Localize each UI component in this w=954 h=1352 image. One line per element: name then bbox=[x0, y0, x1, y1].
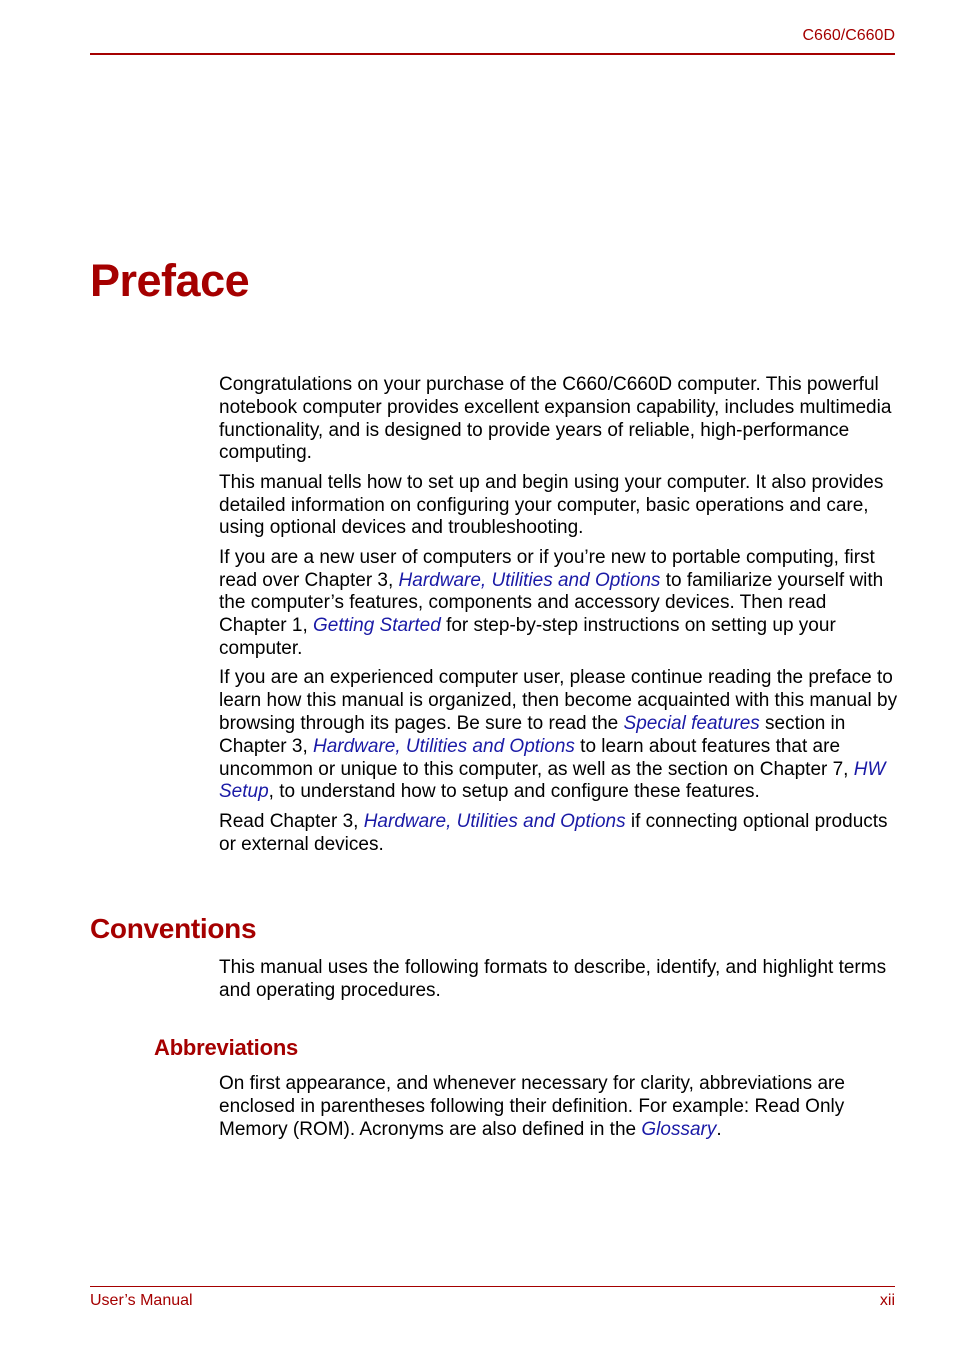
intro-paragraph-2: This manual tells how to set up and begin using your computer. It also provides detailed information on configuring your computer, basic operations and care, using optional devices and troubleshooting. bbox=[219, 471, 884, 539]
text-run: to learn about features that are uncommon or unique to this computer, as well as the section on Chapter 7, bbox=[219, 735, 854, 780]
text-run: Read Chapter 3, bbox=[219, 810, 364, 832]
intro-paragraph-3 bbox=[219, 547, 899, 661]
abbreviations-heading: Abbreviations bbox=[154, 1035, 299, 1060]
intro-section bbox=[219, 374, 899, 863]
footer-manual-label: User’s Manual bbox=[90, 1292, 193, 1309]
text-run: if connecting optional products or external devices. bbox=[219, 810, 888, 855]
link-hardware-utilities-options[interactable]: Hardware, Utilities and Options bbox=[313, 735, 575, 757]
text-run: If you are a new user of computers or if you’re new to portable computing, first read over Chapter 3, bbox=[219, 546, 875, 591]
text-run: If you are an experienced computer user, please continue reading the preface to learn how this manual is organized, then become acquainted with this manual by browsing through its pages. Be sure to read the bbox=[219, 667, 898, 734]
link-hw-setup[interactable]: HW Setup bbox=[219, 758, 886, 803]
abbreviations-paragraph bbox=[219, 1073, 899, 1141]
link-hardware-utilities-options[interactable]: Hardware, Utilities and Options bbox=[363, 810, 626, 832]
footer-page-number: xii bbox=[879, 1292, 895, 1309]
header-rule bbox=[90, 53, 895, 55]
link-glossary[interactable]: Glossary bbox=[641, 1118, 717, 1140]
text-run: for step-by-step instructions on setting up your computer. bbox=[219, 615, 836, 659]
text-run: . bbox=[716, 1118, 722, 1140]
link-special-features[interactable]: Special features bbox=[623, 712, 760, 734]
page-title: Preface bbox=[90, 255, 250, 306]
abbreviations-section bbox=[219, 1073, 899, 1148]
intro-paragraph-5 bbox=[219, 811, 899, 857]
text-run: section in Chapter 3, bbox=[219, 712, 846, 757]
conventions-section bbox=[219, 957, 899, 1009]
header-model: C660/C660D bbox=[802, 27, 895, 44]
link-hardware-utilities-options[interactable]: Hardware, Utilities and Options bbox=[398, 569, 661, 591]
link-getting-started[interactable]: Getting Started bbox=[313, 615, 441, 637]
footer-rule bbox=[90, 1286, 895, 1287]
intro-paragraph-4 bbox=[219, 667, 899, 804]
text-run: On first appearance, and whenever necessary for clarity, abbreviations are enclosed in parentheses following their definition. For example: Read Only Memory (ROM). Acronyms are also defined in the bbox=[219, 1073, 845, 1140]
conventions-paragraph: This manual uses the following formats to describe, identify, and highlight terms and operating procedures. bbox=[219, 957, 887, 1001]
text-run: to familiarize yourself with the computer’s features, components and accessory devices. Then read Chapter 1, bbox=[219, 569, 884, 637]
conventions-heading: Conventions bbox=[90, 913, 257, 944]
text-run: , to understand how to setup and configure these features. bbox=[268, 781, 760, 803]
intro-paragraph-1: Congratulations on your purchase of the C660/C660D computer. This powerful notebook computer provides excellent expansion capability, includes multimedia functionality, and is designed to provide years of reliable, high-performance computing. bbox=[219, 374, 892, 464]
